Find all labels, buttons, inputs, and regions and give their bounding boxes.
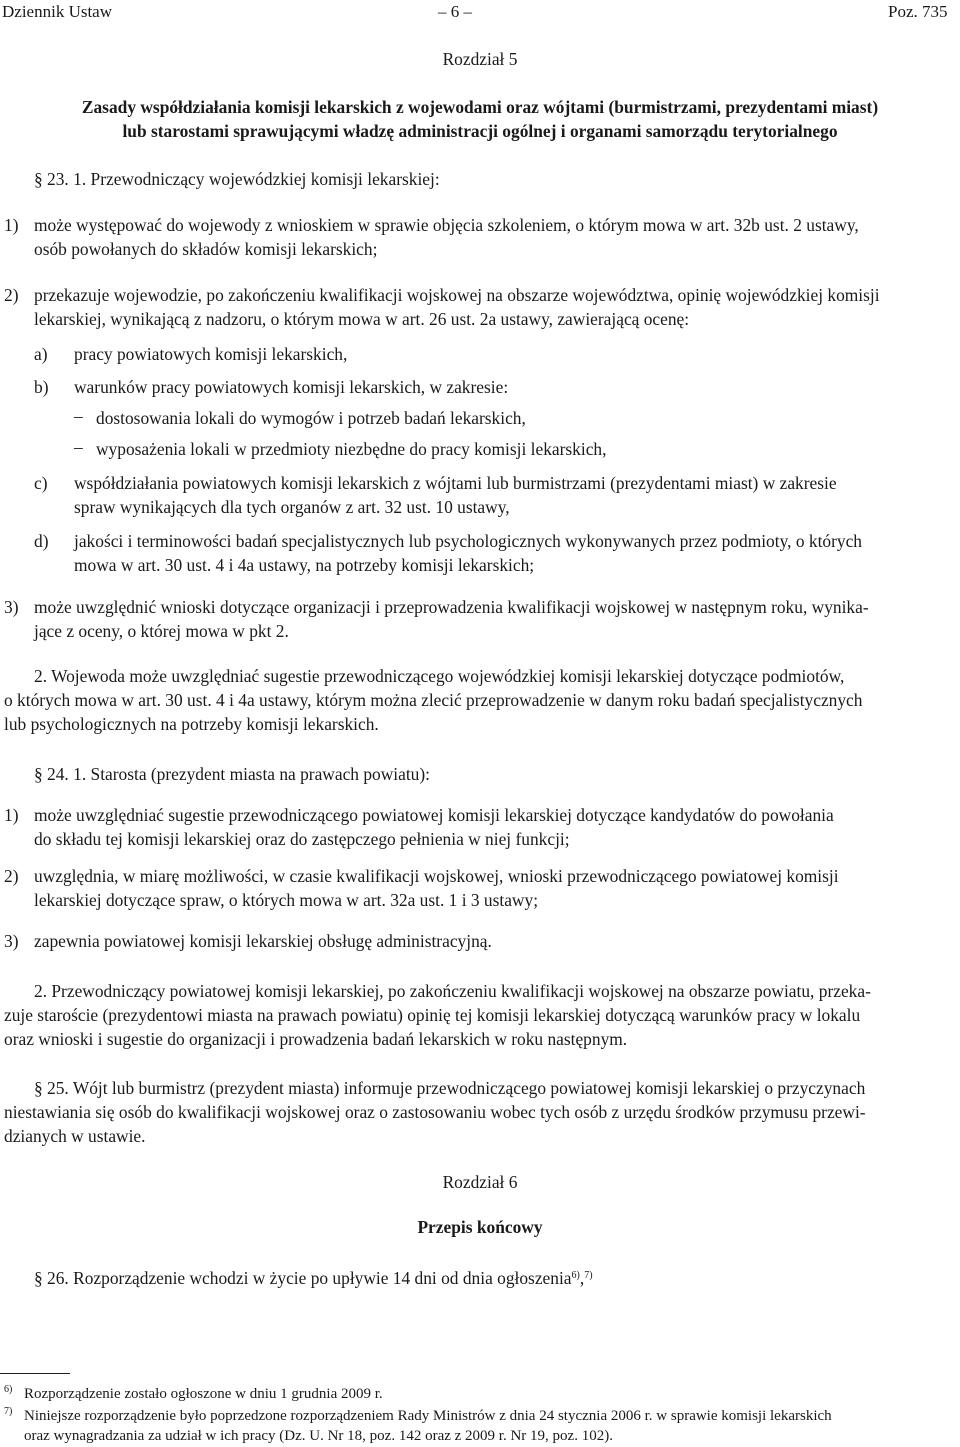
par-23-item-3-number: 3) [4, 597, 19, 617]
par-23-sec-2-line-3: lub psychologicznych na potrzeby komisji lekarskich. [4, 714, 379, 734]
par-23-sub-d-line-1: jakości i terminowości badań specjalistycznych lub psychologicznych wykonywanych przez podmioty, o których [74, 531, 863, 551]
par-24-item-1-line-2: do składu tej komisji lekarskiej oraz do zastępczego pełnienia w niej funkcji; [34, 829, 570, 849]
par-23-item-3-line-2: jące z oceny, o której mowa w pkt 2. [34, 621, 289, 641]
footnote-ref-7[interactable]: 7) [584, 1270, 593, 1281]
par-24-item-3-text: zapewnia powiatowej komisji lekarskiej obsługę administracyjną. [34, 931, 492, 951]
par-24-sec-2-line-1: 2. Przewodniczący powiatowej komisji lekarskiej, po zakończeniu kwalifikacji wojskowej na obszarze powiatu, przeka- [34, 981, 871, 1001]
par-23-item-3-line-1: może uwzględnić wnioski dotyczące organizacji i przeprowadzenia kwalifikacji wojskowej w następnym roku, wynika- [34, 597, 869, 617]
chapter-5-heading-line-1: Zasady współdziałania komisji lekarskich z wojewodami oraz wójtami (burmistrzami, prezydentami miast) [81, 97, 879, 117]
par-23-sub-b-dash-1: – [74, 406, 83, 426]
par-24-sec-2-line-2: zuje staroście (prezydentowi miasta na prawach powiatu) opinię tej komisji lekarskiej dotyczącą warunków pracy w lokalu [4, 1005, 861, 1025]
par-23-sub-b-dash-2-text: wyposażenia lokali w przedmioty niezbędne do pracy komisji lekarskich, [96, 439, 607, 459]
par-24-item-1-line-1: może uwzględniać sugestie przewodniczącego powiatowej komisji lekarskiej dotyczące kandydatów do powołania [34, 805, 834, 825]
footnote-6-mark: 6) [4, 1384, 13, 1395]
par-23-sub-b-dash-1-text: dostosowania lokali do wymogów i potrzeb badań lekarskich, [96, 408, 526, 428]
footnote-7-line-2: oraz wynagradzania za udział w ich pracy (Dz. U. Nr 18, poz. 142 oraz z 2009 r. Nr 19, poz. 102). [24, 1428, 613, 1444]
position-number: Poz. 735 [888, 2, 948, 21]
par-24-item-2-line-2: lekarskiej dotyczące spraw, o których mowa w art. 32a ust. 1 i 3 ustawy; [34, 890, 539, 910]
page-number: – 6 – [438, 2, 472, 21]
footnote-6-text: Rozporządzenie zostało ogłoszone w dniu 1 grudnia 2009 r. [24, 1386, 383, 1402]
par-23-sub-d-letter: d) [34, 531, 49, 551]
par-23-sub-c-letter: c) [34, 473, 48, 493]
chapter-5-heading-line-2: lub starostami sprawującymi władzę administracji ogólnej i organami samorządu terytorialnego [122, 121, 838, 141]
par-26 [34, 1266, 593, 1290]
par-24-item-2-line-1: uwzględnia, w miarę możliwości, w czasie kwalifikacji wojskowej, wnioski przewodniczącego powiatowej komisji [34, 866, 839, 886]
par-23-sub-a-text: pracy powiatowych komisji lekarskich, [74, 344, 348, 364]
par-23-item-1-line-1: może występować do wojewody z wnioskiem w sprawie objęcia szkoleniem, o którym mowa w art. 32b ust. 2 ustawy, [34, 215, 859, 235]
par-23-sec-2-line-2: o których mowa w art. 30 ust. 4 i 4a ustawy, którym można zlecić przeprowadzenie w danym roku badań specjalistycznych [4, 690, 863, 710]
par-23-sub-b-text: warunków pracy powiatowych komisji lekarskich, w zakresie: [74, 377, 509, 397]
par-23-item-1-number: 1) [4, 215, 19, 235]
footnote-7-mark: 7) [4, 1406, 13, 1417]
par-23-sub-c-line-1: współdziałania powiatowych komisji lekarskich z wójtami lub burmistrzami (prezydentami miast) w zakresie [74, 473, 837, 493]
journal-name: Dziennik Ustaw [2, 2, 113, 21]
par-23-item-2-line-1: przekazuje wojewodzie, po zakończeniu kwalifikacji wojskowej na obszarze województwa, opinię wojewódzkiej komisji [34, 285, 880, 305]
par-23-item-1-line-2: osób powołanych do składów komisji lekarskich; [34, 239, 378, 259]
par-24-intro: § 24. 1. Starosta (prezydent miasta na prawach powiatu): [34, 764, 430, 784]
par-24-item-3-number: 3) [4, 931, 19, 951]
footnote-divider [0, 1373, 70, 1374]
par-23-sub-a-letter: a) [34, 344, 48, 364]
par-23-item-2-line-2: lekarskiej, wynikającą z nadzoru, o którym mowa w art. 26 ust. 2a ustawy, zawierającą ocenę: [34, 309, 690, 329]
chapter-6-heading: Przepis końcowy [417, 1217, 543, 1237]
chapter-6-title: Rozdział 6 [442, 1172, 518, 1192]
par-23-item-2-number: 2) [4, 285, 19, 305]
par-26-sep: , [579, 1268, 585, 1288]
par-23-sub-d-line-2: mowa w art. 30 ust. 4 i 4a ustawy, na potrzeby komisji lekarskich; [74, 555, 535, 575]
par-23-intro: § 23. 1. Przewodniczący wojewódzkiej komisji lekarskiej: [34, 169, 440, 189]
par-24-sec-2-line-3: oraz wnioski i sugestie do organizacji i prowadzenia badań lekarskich w roku następnym. [4, 1029, 628, 1049]
par-25-line-1: § 25. Wójt lub burmistrz (prezydent miasta) informuje przewodniczącego powiatowej komisji lekarskiej o przyczynach [34, 1078, 866, 1098]
chapter-5-title: Rozdział 5 [442, 49, 518, 69]
footnote-7-line-1: Niniejsze rozporządzenie było poprzedzone rozporządzeniem Rady Ministrów z dnia 24 stycznia 2006 r. w sprawie komisji lekarskich [24, 1408, 832, 1424]
footnote-ref-6[interactable]: 6) [571, 1270, 580, 1281]
par-24-item-1-number: 1) [4, 805, 19, 825]
par-26-text: § 26. Rozporządzenie wchodzi w życie po upływie 14 dni od dnia ogłoszenia [34, 1268, 572, 1288]
par-23-sub-c-line-2: spraw wynikających dla tych organów z art. 32 ust. 10 ustawy, [74, 497, 510, 517]
par-23-sub-b-letter: b) [34, 377, 49, 397]
par-23-sec-2-line-1: 2. Wojewoda może uwzględniać sugestie przewodniczącego wojewódzkiej komisji lekarskiej dotyczące podmiotów, [34, 666, 845, 686]
par-25-line-2: niestawiania się osób do kwalifikacji wojskowej oraz o zastosowaniu wobec tych osób z urzędu środków przymusu przewi- [4, 1102, 866, 1122]
par-25-line-3: dzianych w ustawie. [4, 1126, 146, 1146]
par-23-sub-b-dash-2: – [74, 437, 83, 457]
par-24-item-2-number: 2) [4, 866, 19, 886]
